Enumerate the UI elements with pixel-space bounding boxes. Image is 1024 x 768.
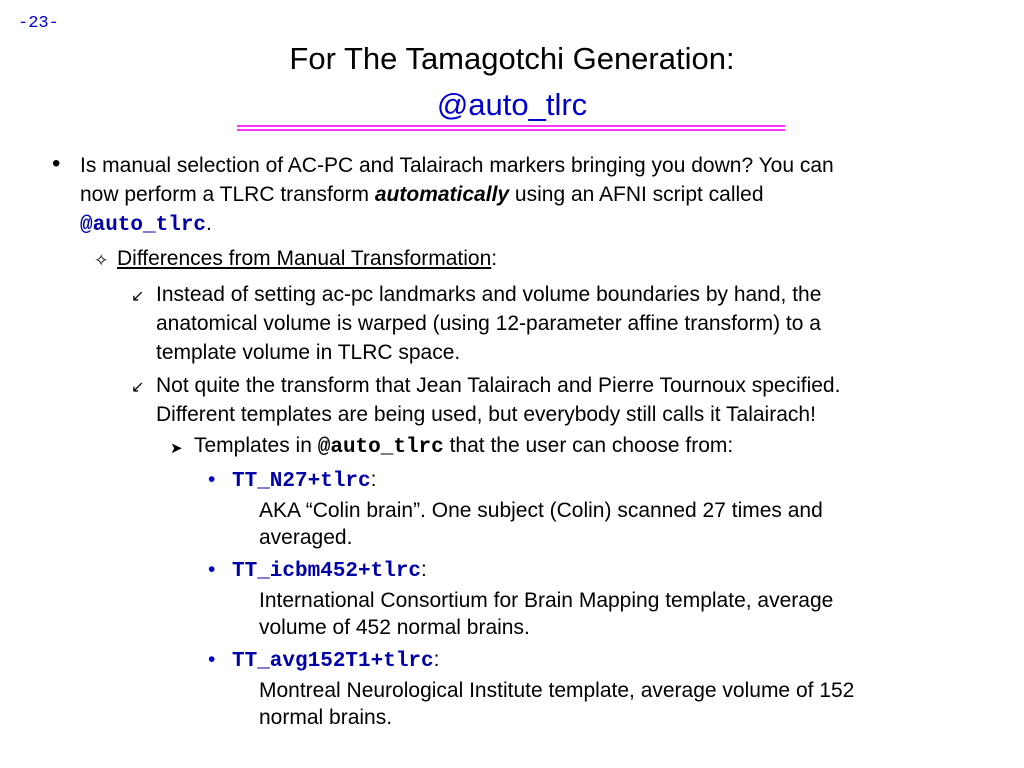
templates-intro-code: @auto_tlrc [317, 436, 444, 459]
emphasis-automatically: automatically [374, 183, 510, 206]
arrow-bullet-icon: ↙ [131, 288, 145, 305]
bullet-1-text: now perform a TLRC transform [80, 183, 375, 206]
template-name-code: TT_avg152T1+tlrc [232, 650, 434, 673]
sub-heading-text: Differences from Manual Transformation [117, 247, 492, 270]
page-number: -23- [18, 14, 59, 33]
template-item-3-name: TT_avg152T1+tlrc: [232, 648, 440, 673]
template-item-1-desc-2: averaged. [259, 526, 353, 549]
bullet-1-text-cont: using an AFNI script called [509, 183, 764, 206]
slide-title: For The Tamagotchi Generation: [289, 41, 735, 76]
point-2-line-1: Not quite the transform that Jean Talairach and Pierre Tournoux specified. [156, 374, 841, 397]
bullet-dot-icon: • [52, 150, 61, 177]
point-2-line-2: Different templates are being used, but everybody still calls it Talairach! [156, 403, 816, 426]
sub-heading-differences [117, 245, 497, 273]
script-name-code: @auto_tlrc [80, 214, 207, 237]
diamond-bullet-icon: ✧ [94, 251, 109, 270]
point-1-line-2: anatomical volume is warped (using 12-parameter affine transform) to a [156, 312, 821, 335]
bullet-1-line-2 [80, 181, 764, 209]
blue-bullet-icon: • [208, 558, 216, 581]
blue-bullet-icon: • [208, 468, 216, 491]
template-item-3-desc-2: normal brains. [259, 706, 393, 729]
bullet-1-line-1: Is manual selection of AC-PC and Talairach markers bringing you down? You can [80, 154, 834, 177]
template-item-2-desc-1: International Consortium for Brain Mapping template, average [259, 589, 834, 612]
templates-intro-text: Templates in [194, 434, 318, 457]
template-name-code: TT_icbm452+tlrc [232, 560, 422, 583]
period: . [206, 212, 212, 235]
point-1-line-3: template volume in TLRC space. [156, 341, 461, 364]
title-divider-top [237, 125, 785, 127]
arrow-bullet-icon: ↙ [131, 379, 145, 396]
bullet-1-line-3 [80, 210, 212, 240]
templates-intro-text-cont: that the user can choose from: [443, 434, 734, 457]
templates-intro [194, 432, 733, 462]
template-item-1-desc-1: AKA “Colin brain”. One subject (Colin) scanned 27 times and [259, 499, 823, 522]
template-item-3-desc-1: Montreal Neurological Institute template, average volume of 152 [259, 679, 855, 702]
template-name-code: TT_N27+tlrc [232, 470, 371, 493]
colon: : [491, 247, 498, 270]
template-item-2-desc-2: volume of 452 normal brains. [259, 616, 530, 639]
title-divider-bottom [237, 129, 785, 131]
chevron-bullet-icon: ➤ [170, 440, 183, 457]
template-item-2-name: TT_icbm452+tlrc: [232, 558, 427, 583]
template-item-1-name: TT_N27+tlrc: [232, 468, 377, 493]
slide-subtitle: @auto_tlrc [436, 87, 588, 122]
point-1-line-1: Instead of setting ac-pc landmarks and volume boundaries by hand, the [156, 283, 822, 306]
blue-bullet-icon: • [208, 648, 216, 671]
